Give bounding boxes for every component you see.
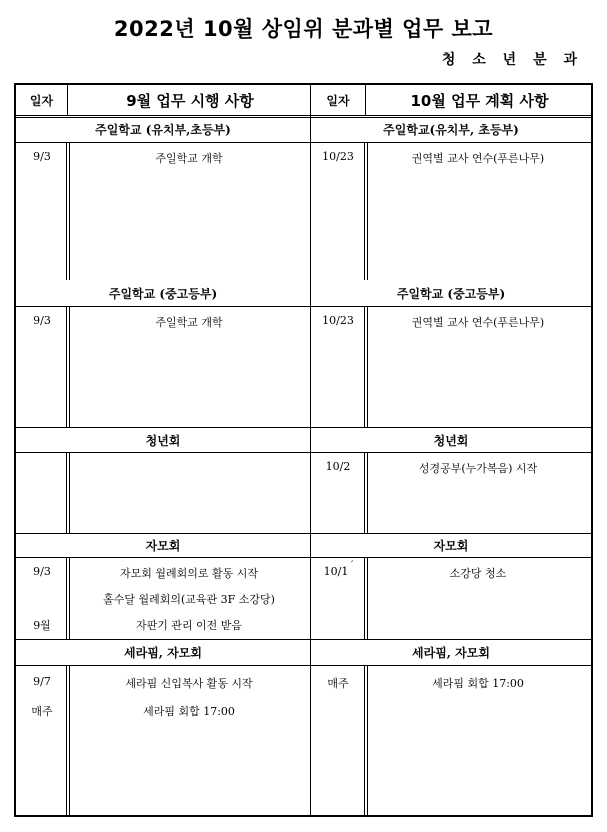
header-plan-right: 10월 업무 계획 사항: [410, 91, 549, 110]
row-text: 권역별 교사 연수(푸른나무): [411, 152, 545, 165]
rule: [16, 142, 591, 143]
row-text: 소강당 청소: [449, 567, 507, 580]
row-text: 권역별 교사 연수(푸른나무): [411, 316, 545, 329]
section-title-left: 주일학교 (중고등부): [108, 286, 218, 301]
section-title-right: 주일학교(유치부, 초등부): [383, 122, 519, 137]
row-date: 9/3: [33, 565, 51, 578]
row-text: 성경공부(누가복음) 시작: [418, 462, 538, 475]
row-text: 세라핌 회합 17:00: [432, 677, 524, 690]
row-date: 10/1: [323, 565, 349, 578]
section-title-left: 세라핌, 자모회: [124, 646, 202, 660]
divider-header-left: [67, 85, 68, 115]
row-date: 9/7: [33, 675, 51, 688]
section-title-right: 청년회: [433, 433, 469, 448]
section-title-left: 자모회: [145, 539, 181, 553]
section-title-right: 자모회: [433, 539, 469, 553]
rule: [16, 452, 591, 453]
row-text: 주일학교 개학: [155, 152, 223, 165]
row-text: 홀수달 월례회의(교육관 3F 소강당): [103, 593, 275, 606]
row-text: 세라핌 신입복사 활동 시작: [125, 677, 253, 690]
row-date: 9/3: [33, 314, 51, 327]
section-title-left: 주일학교 (유치부,초등부): [95, 122, 231, 137]
row-text: 자판기 관리 이전 받음: [135, 619, 243, 632]
row-date-mark: ′: [351, 560, 354, 571]
divider-right-s2: [364, 307, 368, 427]
section-title-right: 주일학교 (중고등부): [396, 286, 506, 301]
header-date-right: 일자: [326, 93, 350, 108]
section-title-right: 세라핌, 자모회: [412, 646, 490, 660]
divider-right-s4: [364, 558, 368, 639]
rule: [16, 306, 591, 307]
rule: [16, 557, 591, 558]
divider-left-s4: [66, 558, 70, 639]
document-title: 2022년 10월 상임위 분과별 업무 보고: [113, 17, 494, 41]
divider-left-s3: [66, 453, 70, 533]
department-name: 청 소 년 분 과: [441, 52, 583, 68]
divider-right-s3: [364, 453, 368, 533]
row-date: 10/23: [322, 150, 354, 163]
row-text: 세라핌 회합 17:00: [143, 705, 235, 718]
row-date: 9월: [33, 619, 51, 632]
row-date: 매주: [327, 677, 349, 690]
divider-left-s2: [66, 307, 70, 427]
divider-left-s5: [66, 666, 70, 815]
row-date: 10/2: [325, 460, 351, 473]
rule: [16, 665, 591, 666]
section-title-left: 청년회: [145, 433, 181, 448]
row-text: 자모회 월례회의로 활동 시작: [119, 567, 259, 580]
header-date-left: 일자: [29, 93, 54, 108]
row-date: 10/23: [322, 314, 354, 327]
row-text: 주일학교 개학: [155, 316, 223, 329]
row-date: 9/3: [33, 150, 51, 163]
divider-right-s1: [364, 143, 368, 280]
divider-right-s5: [364, 666, 368, 815]
row-date: 매주: [31, 705, 53, 718]
divider-left-s1: [66, 143, 70, 280]
header-plan-left: 9월 업무 시행 사항: [126, 91, 254, 110]
divider-header-right: [365, 85, 366, 115]
